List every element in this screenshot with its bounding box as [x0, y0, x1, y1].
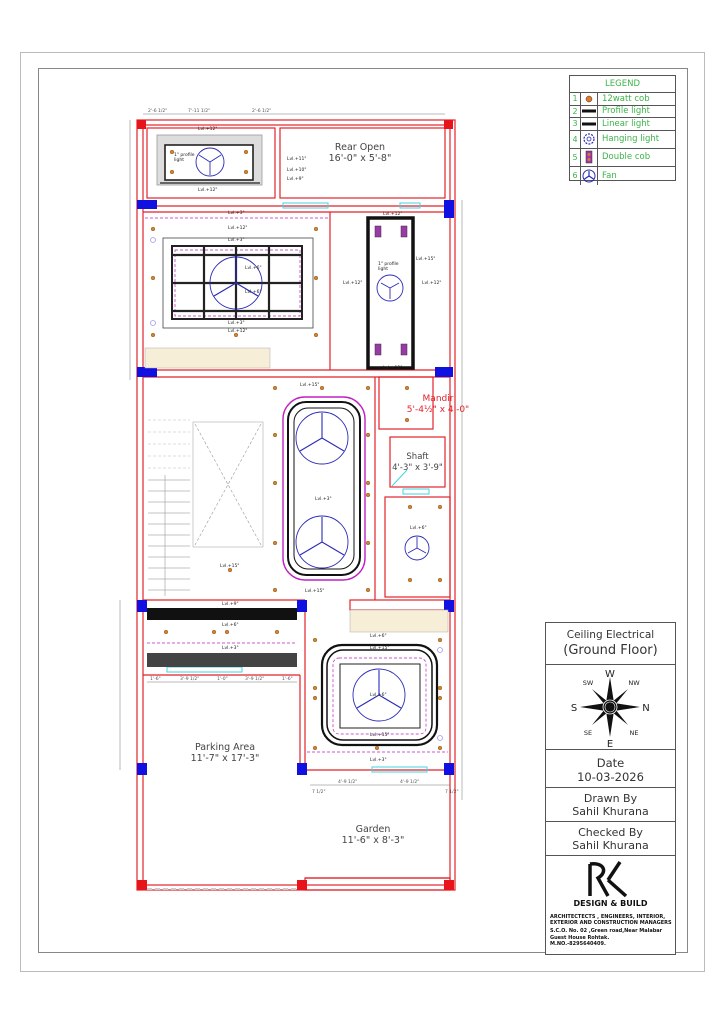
top-left-ceiling: [157, 135, 262, 185]
linear-light-icon: [581, 118, 598, 130]
level-label: Lvl.+15": [220, 564, 240, 569]
company-name: DESIGN & BUILD: [573, 899, 648, 908]
compass: [546, 665, 675, 750]
compass-ne: NE: [629, 729, 639, 737]
legend-title: LEGEND: [570, 76, 675, 93]
title-line2: (Ground Floor): [563, 643, 658, 658]
legend-item: [570, 167, 675, 185]
title-block: [545, 622, 676, 955]
room-name: Parking Area: [194, 742, 256, 753]
dim-top-3: 2'-6 1/2": [252, 109, 272, 114]
room-mandir: [393, 394, 483, 416]
room-size: 11'-6" x 8'-3": [341, 835, 405, 846]
dining-oval-ceiling: [228, 386, 448, 632]
level-label: Lvl.+3": [228, 238, 245, 243]
compass-nw: NW: [628, 679, 640, 687]
legend-label: Double cob: [602, 152, 651, 162]
drawn-by-section: [546, 788, 675, 822]
cob-light-icon: [581, 93, 598, 105]
room-name: Garden: [355, 824, 391, 835]
level-label: Lvl.+6": [370, 693, 387, 698]
hanging-light-icon: [581, 131, 598, 148]
level-label: Lvl.+15": [370, 646, 390, 651]
level-label: Lvl.+11": [287, 157, 307, 162]
dim-bottom-3: 4'-9 1/2": [400, 780, 420, 785]
date-label: Date: [596, 756, 625, 770]
legend-num: 4: [570, 131, 581, 148]
level-label: Lvl.+12": [198, 188, 218, 193]
compass-se: SE: [583, 729, 593, 737]
level-label: Lvl.+15": [300, 383, 320, 388]
level-label: Lvl.+6": [410, 526, 427, 531]
level-label: Lvl.+15": [416, 257, 436, 262]
legend-label: Fan: [602, 170, 617, 181]
legend-item: [570, 131, 675, 149]
compass-w: W: [605, 669, 615, 680]
dim-top-2: 7'-11 1/2": [188, 109, 211, 114]
room-garden: [318, 824, 428, 846]
fan-icon: [581, 167, 598, 185]
dim-parking-5: 1'-6": [282, 677, 293, 682]
dim-parking-2: 3'-9 1/2": [180, 677, 200, 682]
level-label: Lvl.+12": [198, 127, 218, 132]
profile-light-label: 1" profile light: [378, 262, 399, 272]
legend-item: [570, 106, 675, 119]
profile-light-room: [368, 218, 413, 368]
legend-num: 5: [570, 149, 581, 166]
profile-light-icon: [581, 106, 598, 118]
compass-rose-icon: [546, 665, 675, 749]
legend-label: Hanging light: [602, 134, 660, 144]
room-size: 16'-0" x 5'-8": [328, 153, 392, 164]
addr-line: S.C.O. No. 02 ,Green road,Near Malabar: [550, 928, 663, 934]
legend-label: Profile light: [602, 106, 650, 117]
room-parking: [170, 742, 280, 764]
compass-sw: SW: [582, 679, 594, 687]
room-shaft: [380, 452, 455, 474]
room-name: Mandir: [422, 394, 454, 404]
addr-line: Guest House Rohtak.: [550, 934, 610, 941]
level-label: Lvl.+6": [370, 634, 387, 639]
dim-bottom-4: 7 1/2": [445, 790, 459, 795]
level-label: Lvl.+12": [383, 366, 403, 371]
room-name: Rear Open: [334, 142, 386, 153]
room-size: 11'-7" x 17'-3": [190, 753, 260, 764]
level-label: Lvl.+12": [228, 226, 248, 231]
level-label: Lvl.+3": [228, 321, 245, 326]
checked-by-value: Sahil Khurana: [572, 839, 649, 852]
level-label: Lvl.+6": [245, 266, 262, 271]
dim-parking-3: 1'-0": [217, 677, 228, 682]
dim-bottom-2: 4'-9 1/2": [338, 780, 358, 785]
profile-light-label: 1" profile light: [174, 153, 195, 163]
level-label: Lvl.+6": [222, 623, 239, 628]
desc-line: ARCHITECTECTS , ENGINEERS, INTERIOR,: [550, 914, 666, 920]
company-section: [546, 856, 675, 954]
level-label: Lvl.+15": [305, 589, 325, 594]
level-label: Lvl.+3": [222, 646, 239, 651]
room-size: 5'-4½" x 4'-0": [406, 405, 470, 415]
dim-parking-4: 3'-9 1/2": [245, 677, 265, 682]
legend-num: 3: [570, 118, 581, 130]
compass-n: N: [642, 703, 650, 714]
room-name: Shaft: [406, 452, 429, 462]
desc-line: EXTERIOR AND CONSTRUCTION MANAGERS: [550, 920, 672, 926]
mid-band: [147, 608, 297, 667]
legend-item: [570, 149, 675, 167]
checked-by-section: [546, 822, 675, 856]
level-label: Lvl.+9": [287, 177, 304, 182]
compass-s: S: [570, 703, 578, 714]
addr-line: M.NO.-8295640409.: [550, 941, 606, 947]
level-label: Lvl.+6": [245, 290, 262, 295]
level-label: Lvl.+15": [370, 733, 390, 738]
company-description: [550, 914, 672, 926]
dim-parking-1: 1'-6": [150, 677, 161, 682]
compass-e: E: [606, 739, 614, 749]
date-section: [546, 750, 675, 788]
legend-num: 6: [570, 167, 581, 185]
walls: [137, 120, 455, 890]
level-label: Lvl.+12": [422, 281, 442, 286]
level-label: Lvl.+9": [222, 602, 239, 607]
drawn-by-label: Drawn By: [583, 792, 638, 805]
legend-num: 1: [570, 93, 581, 105]
legend: [569, 75, 676, 181]
legend-item: [570, 93, 675, 106]
level-label: Lvl.+3": [228, 211, 245, 216]
double-cob-icon: [581, 149, 598, 166]
title-line1: Ceiling Electrical: [566, 629, 655, 641]
room-rear-open: [300, 142, 420, 164]
staircase: [148, 420, 263, 596]
legend-label: 12watt cob: [602, 93, 650, 104]
level-label: Lvl.+3": [315, 497, 332, 502]
date-value: 10-03-2026: [577, 770, 644, 784]
drawn-by-value: Sahil Khurana: [572, 805, 649, 818]
legend-num: 2: [570, 106, 581, 118]
legend-label: Linear light: [602, 118, 650, 129]
rk-logo-icon: [546, 858, 675, 900]
legend-item: [570, 118, 675, 131]
checked-by-label: Checked By: [578, 826, 643, 839]
level-label: Lvl.+10": [287, 168, 307, 173]
level-label: Lvl.+12": [383, 212, 403, 217]
level-label: Lvl.+3": [370, 758, 387, 763]
level-label: Lvl.+12": [228, 329, 248, 334]
company-address: [550, 928, 662, 948]
dim-bottom-1: 7 1/2": [312, 790, 326, 795]
dim-top-1: 2'-6 1/2": [148, 109, 168, 114]
room-size: 4'-3" x 3'-9": [392, 463, 443, 473]
drawing-title: [546, 623, 675, 665]
level-label: Lvl.+12": [343, 281, 363, 286]
